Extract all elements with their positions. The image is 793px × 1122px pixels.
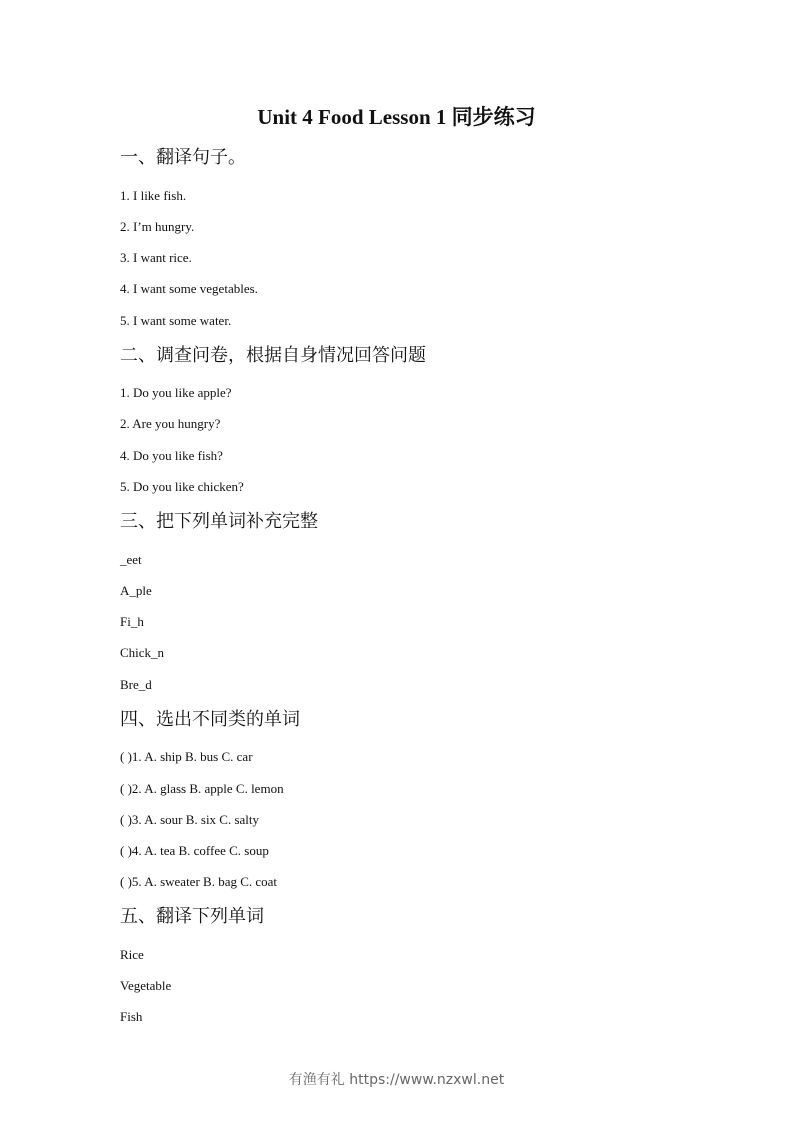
exercise-line: ( )5. A. sweater B. bag C. coat xyxy=(120,874,278,889)
exercise-line: ( )4. A. tea B. coffee C. soup xyxy=(120,843,269,858)
exercise-line: Vegetable xyxy=(120,978,172,993)
exercise-line: 2. I’m hungry. xyxy=(120,219,195,234)
section-heading-odd-one-out: 四、选出不同类的单词 xyxy=(120,709,300,730)
exercise-line: ( )1. A. ship B. bus C. car xyxy=(120,749,253,764)
exercise-line: ( )2. A. glass B. apple C. lemon xyxy=(120,781,284,796)
exercise-line: Chick_n xyxy=(120,645,165,660)
section-heading-complete-words: 三、把下列单词补充完整 xyxy=(120,511,318,532)
exercise-line: 1. I like fish. xyxy=(120,188,187,203)
exercise-line: 5. Do you like chicken? xyxy=(120,479,244,494)
exercise-line: 5. I want some water. xyxy=(120,313,232,328)
exercise-line: 3. I want rice. xyxy=(120,250,192,265)
exercise-line: Bre_d xyxy=(120,677,152,692)
exercise-line: A_ple xyxy=(120,583,152,598)
exercise-line: Rice xyxy=(120,947,144,962)
page-title: Unit 4 Food Lesson 1 同步练习 xyxy=(257,105,536,129)
exercise-line: _eet xyxy=(120,552,142,567)
section-heading-questionnaire: 二、调查问卷，根据自身情况回答问题 xyxy=(120,345,426,366)
exercise-line: Fish xyxy=(120,1009,143,1024)
exercise-line: 1. Do you like apple? xyxy=(120,385,232,400)
section-heading-translate-sentences: 一、翻译句子。 xyxy=(120,147,246,168)
exercise-line: Fi_h xyxy=(120,614,144,629)
exercise-line: 2. Are you hungry? xyxy=(120,416,221,431)
exercise-line: 4. I want some vegetables. xyxy=(120,281,258,296)
exercise-line: 4. Do you like fish? xyxy=(120,448,223,463)
footer-watermark: 有渔有礼 https://www.nzxwl.net xyxy=(288,1072,505,1088)
exercise-line: ( )3. A. sour B. six C. salty xyxy=(120,812,260,827)
section-heading-translate-words: 五、翻译下列单词 xyxy=(120,906,264,927)
